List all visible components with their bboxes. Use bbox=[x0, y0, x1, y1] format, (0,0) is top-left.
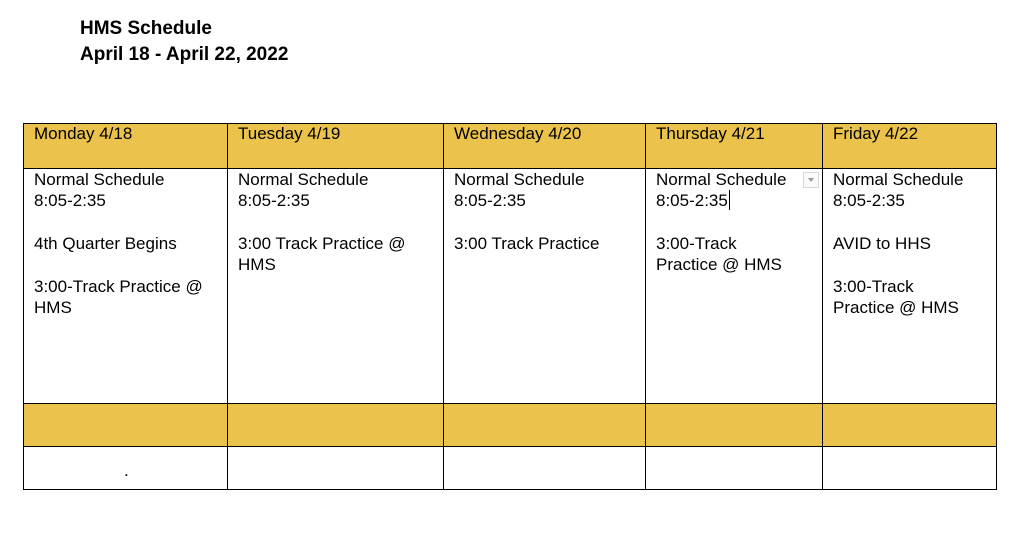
blank-cell-tuesday[interactable] bbox=[228, 447, 444, 490]
highlight-row bbox=[24, 404, 997, 447]
document-date-range: April 18 - April 22, 2022 bbox=[80, 44, 289, 65]
text-line: 3:00-Track bbox=[656, 234, 737, 253]
text-line: 8:05-2:35 bbox=[34, 191, 106, 210]
highlight-cell-monday[interactable] bbox=[24, 404, 228, 447]
day-header-thursday[interactable]: Thursday 4/21 bbox=[646, 124, 823, 169]
highlight-cell-thursday[interactable] bbox=[646, 404, 823, 447]
paragraph bbox=[34, 233, 217, 254]
text-line: Normal Schedule bbox=[454, 170, 585, 189]
text-line: 3:00-Track Practice @ bbox=[34, 277, 203, 296]
paragraph bbox=[656, 233, 812, 275]
text-line: HMS bbox=[34, 298, 72, 317]
text-line: 8:05-2:35 bbox=[238, 191, 310, 210]
text-line: Practice @ HMS bbox=[833, 298, 959, 317]
highlight-cell-friday[interactable] bbox=[823, 404, 997, 447]
day-header-friday[interactable]: Friday 4/22 bbox=[823, 124, 997, 169]
text-cursor-icon bbox=[729, 190, 730, 210]
text-line-with-cursor bbox=[656, 190, 812, 211]
paragraph bbox=[656, 169, 812, 211]
blank-row bbox=[24, 447, 997, 490]
dot-mark: . bbox=[124, 461, 129, 480]
paragraph bbox=[238, 233, 433, 275]
cell-friday[interactable] bbox=[823, 169, 997, 404]
blank-cell-monday[interactable] bbox=[24, 447, 228, 490]
table-header-row bbox=[24, 124, 997, 169]
paragraph bbox=[833, 276, 986, 318]
document-header bbox=[80, 16, 288, 68]
paragraph bbox=[454, 233, 635, 254]
dropdown-icon[interactable] bbox=[803, 172, 819, 188]
schedule-table bbox=[23, 123, 997, 490]
text-line: Practice @ HMS bbox=[656, 255, 782, 274]
text-line: HMS bbox=[238, 255, 276, 274]
blank-cell-friday[interactable] bbox=[823, 447, 997, 490]
text-line: 3:00-Track bbox=[833, 277, 914, 296]
highlight-cell-wednesday[interactable] bbox=[444, 404, 646, 447]
highlight-cell-tuesday[interactable] bbox=[228, 404, 444, 447]
paragraph bbox=[833, 169, 986, 211]
text-line: 4th Quarter Begins bbox=[34, 234, 177, 253]
day-header-monday[interactable]: Monday 4/18 bbox=[24, 124, 228, 169]
paragraph bbox=[454, 169, 635, 211]
text-line: Normal Schedule bbox=[656, 170, 787, 189]
document-title: HMS Schedule bbox=[80, 18, 212, 39]
text-line: 8:05-2:35 bbox=[833, 191, 905, 210]
blank-cell-wednesday[interactable] bbox=[444, 447, 646, 490]
text-line: Normal Schedule bbox=[34, 170, 165, 189]
text-line: 8:05-2:35 bbox=[656, 191, 728, 210]
blank-cell-thursday[interactable] bbox=[646, 447, 823, 490]
paragraph bbox=[34, 276, 217, 318]
paragraph bbox=[238, 169, 433, 211]
cell-monday[interactable] bbox=[24, 169, 228, 404]
paragraph bbox=[34, 169, 217, 211]
text-line: Normal Schedule bbox=[238, 170, 369, 189]
paragraph bbox=[833, 233, 986, 254]
text-line: AVID to HHS bbox=[833, 234, 931, 253]
cell-tuesday[interactable] bbox=[228, 169, 444, 404]
text-line: 8:05-2:35 bbox=[454, 191, 526, 210]
text-line: Normal Schedule bbox=[833, 170, 964, 189]
cell-thursday[interactable] bbox=[646, 169, 823, 404]
text-line: 3:00 Track Practice bbox=[454, 234, 600, 253]
day-header-wednesday[interactable]: Wednesday 4/20 bbox=[444, 124, 646, 169]
day-header-tuesday[interactable]: Tuesday 4/19 bbox=[228, 124, 444, 169]
schedule-row bbox=[24, 169, 997, 404]
text-line: 3:00 Track Practice @ bbox=[238, 234, 406, 253]
cell-wednesday[interactable] bbox=[444, 169, 646, 404]
